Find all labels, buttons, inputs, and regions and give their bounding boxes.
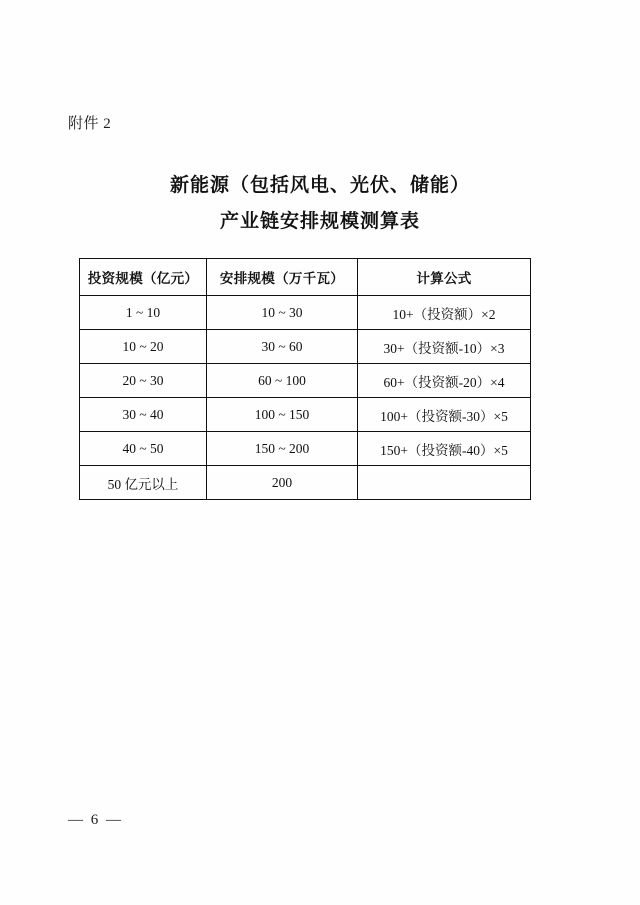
cell-formula: 30+（投资额-10）×3 bbox=[358, 330, 531, 364]
cell-investment-scale: 20 ~ 30 bbox=[80, 364, 207, 398]
cell-formula: 10+（投资额）×2 bbox=[358, 296, 531, 330]
table-header-formula: 计算公式 bbox=[358, 259, 531, 296]
cell-arrangement-scale: 60 ~ 100 bbox=[207, 364, 358, 398]
table-row bbox=[80, 364, 531, 398]
table-row bbox=[80, 398, 531, 432]
cell-investment-scale: 50 亿元以上 bbox=[80, 466, 207, 500]
cell-investment-scale: 40 ~ 50 bbox=[80, 432, 207, 466]
page-number: — 6 — bbox=[68, 812, 123, 828]
page-title-line-2: 产业链安排规模测算表 bbox=[219, 211, 420, 232]
cell-formula: 100+（投资额-30）×5 bbox=[358, 398, 531, 432]
page-title bbox=[0, 168, 640, 240]
cell-formula: 60+（投资额-20）×4 bbox=[358, 364, 531, 398]
table-header-row bbox=[80, 259, 531, 296]
cell-arrangement-scale: 200 bbox=[207, 466, 358, 500]
page-title-line-1: 新能源（包括风电、光伏、储能） bbox=[169, 175, 470, 196]
cell-arrangement-scale: 150 ~ 200 bbox=[207, 432, 358, 466]
cell-investment-scale: 1 ~ 10 bbox=[80, 296, 207, 330]
cell-arrangement-scale: 30 ~ 60 bbox=[207, 330, 358, 364]
table-header-investment-scale: 投资规模（亿元） bbox=[80, 259, 207, 296]
table-row bbox=[80, 432, 531, 466]
attachment-label: 附件 2 bbox=[68, 116, 112, 132]
cell-formula: 150+（投资额-40）×5 bbox=[358, 432, 531, 466]
table-row bbox=[80, 330, 531, 364]
cell-investment-scale: 30 ~ 40 bbox=[80, 398, 207, 432]
cell-arrangement-scale: 10 ~ 30 bbox=[207, 296, 358, 330]
cell-arrangement-scale: 100 ~ 150 bbox=[207, 398, 358, 432]
table-row bbox=[80, 296, 531, 330]
table-header-arrangement-scale: 安排规模（万千瓦） bbox=[207, 259, 358, 296]
calculation-table bbox=[79, 258, 531, 500]
table-row bbox=[80, 466, 531, 500]
cell-formula-empty bbox=[358, 466, 531, 500]
cell-investment-scale: 10 ~ 20 bbox=[80, 330, 207, 364]
